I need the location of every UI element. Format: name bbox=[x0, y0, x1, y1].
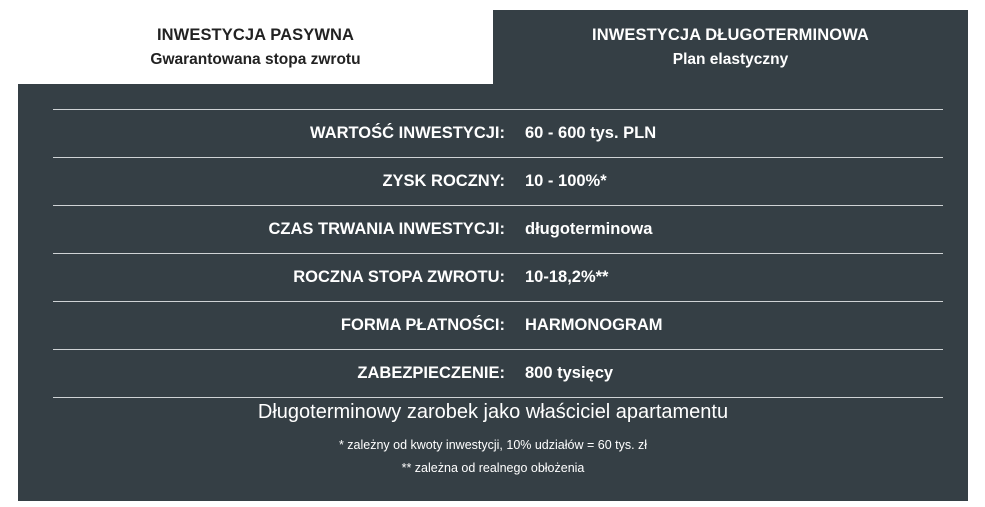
detail-label: ZYSK ROCZNY: bbox=[382, 172, 505, 190]
tab-title: INWESTYCJA PASYWNA bbox=[156, 25, 355, 44]
tab-longterm-investment[interactable] bbox=[493, 10, 968, 84]
detail-value: 10-18,2%** bbox=[525, 268, 609, 286]
tab-passive-investment[interactable] bbox=[18, 10, 493, 84]
tab-subtitle: Plan elastyczny bbox=[672, 50, 789, 68]
detail-row-duration bbox=[53, 206, 943, 254]
detail-value: 10 - 100%* bbox=[525, 172, 607, 190]
footnote: ** zależna od realnego obłożenia bbox=[401, 461, 585, 475]
tab-subtitle: Gwarantowana stopa zwrotu bbox=[150, 50, 361, 68]
details-table bbox=[53, 109, 943, 398]
detail-value: 800 tysięcy bbox=[525, 364, 614, 382]
detail-label: WARTOŚĆ INWESTYCJI: bbox=[310, 124, 505, 142]
detail-row-annual-profit bbox=[53, 158, 943, 206]
detail-row-investment-value bbox=[53, 110, 943, 158]
detail-label: FORMA PŁATNOŚCI: bbox=[340, 316, 505, 334]
investment-tabs bbox=[18, 10, 968, 84]
detail-value: długoterminowa bbox=[525, 220, 653, 238]
tab-title: INWESTYCJA DŁUGOTERMINOWA bbox=[592, 25, 869, 44]
detail-row-security bbox=[53, 350, 943, 398]
tagline: Długoterminowy zarobek jako właściciel apartamentu bbox=[257, 401, 729, 423]
detail-label: CZAS TRWANIA INWESTYCJI: bbox=[268, 220, 505, 238]
tab-panel-longterm bbox=[18, 84, 968, 501]
footnote: * zależny od kwoty inwestycji, 10% udziałów = 60 tys. zł bbox=[338, 438, 648, 452]
detail-label: ZABEZPIECZENIE: bbox=[357, 364, 505, 382]
detail-label: ROCZNA STOPA ZWROTU: bbox=[293, 268, 505, 286]
detail-row-payment-form bbox=[53, 302, 943, 350]
detail-value: 60 - 600 tys. PLN bbox=[525, 124, 657, 142]
detail-row-annual-return bbox=[53, 254, 943, 302]
detail-value: HARMONOGRAM bbox=[525, 316, 663, 334]
